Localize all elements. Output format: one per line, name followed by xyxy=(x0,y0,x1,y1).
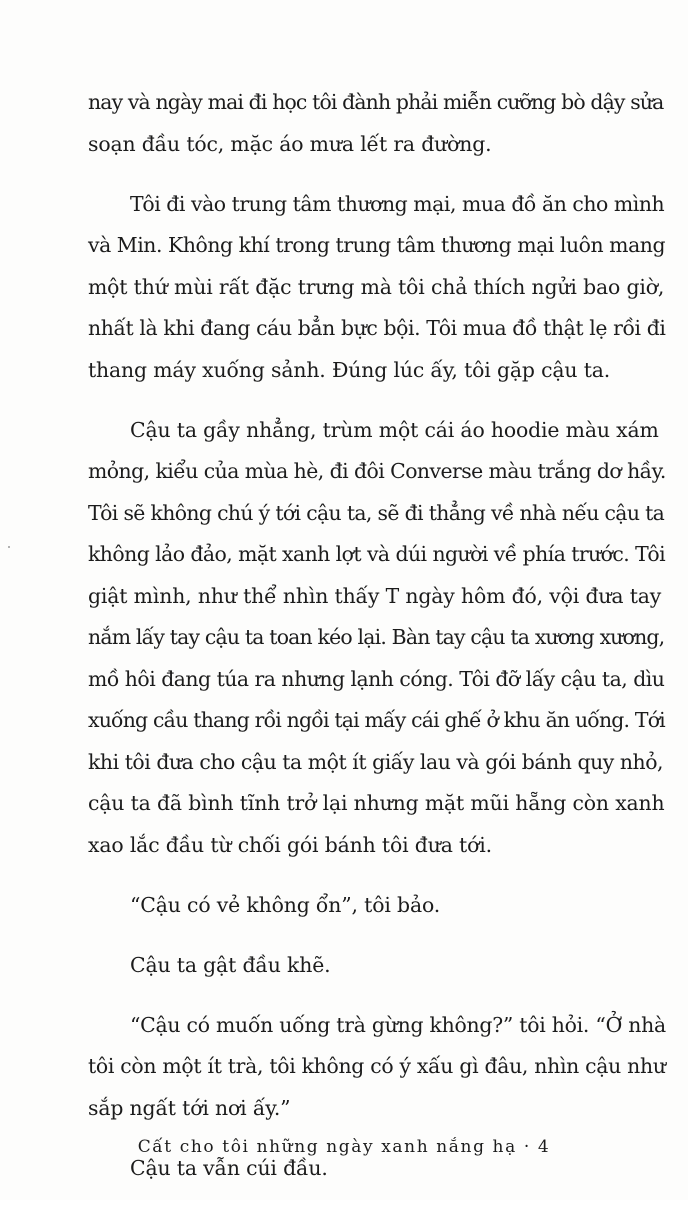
footer-separator: · xyxy=(523,1137,531,1157)
page-number: 4 xyxy=(537,1137,551,1157)
text-line: xuống cầu thang rồi ngồi tại mấy cái ghế ở khu ăn uống. Tới xyxy=(88,708,665,732)
margin-speck xyxy=(8,546,10,548)
body-text xyxy=(88,82,666,1208)
text-line: sắp ngất tới nơi ấy.” xyxy=(88,1095,291,1120)
text-line: và Min. Không khí trong trung tâm thương mại luôn mang xyxy=(88,233,666,257)
paragraph-1 xyxy=(88,82,666,165)
text-line: soạn đầu tóc, mặc áo mưa lết ra đường. xyxy=(88,131,492,156)
text-line: không lảo đảo, mặt xanh lợt và dúi người về phía trước. Tôi xyxy=(88,542,666,566)
paragraph-6 xyxy=(88,1005,666,1130)
text-line: xao lắc đầu từ chối gói bánh tôi đưa tới. xyxy=(88,832,492,857)
text-line: “Cậu có vẻ không ổn”, tôi bảo. xyxy=(130,892,441,917)
paragraph-3 xyxy=(88,410,666,867)
text-line: cậu ta đã bình tĩnh trở lại nhưng mặt mũi hẵng còn xanh xyxy=(88,791,665,815)
text-line: Cậu ta gật đầu khẽ. xyxy=(130,952,331,977)
text-line: tôi còn một ít trà, tôi không có ý xấu gì đâu, nhìn cậu như xyxy=(88,1054,666,1078)
text-line: một thứ mùi rất đặc trưng mà tôi chả thích ngửi bao giờ, xyxy=(88,274,665,299)
text-line: giật mình, như thể nhìn thấy T ngày hôm đó, vội đưa tay xyxy=(88,583,662,608)
text-line: Cậu ta vẫn cúi đầu. xyxy=(130,1155,328,1180)
text-line: mồ hôi đang túa ra nhưng lạnh cóng. Tôi đỡ lấy cậu ta, dìu xyxy=(88,666,665,691)
running-footer xyxy=(0,1137,688,1157)
text-line: khi tôi đưa cho cậu ta một ít giấy lau và gói bánh quy nhỏ, xyxy=(88,749,664,774)
text-line: Tôi đi vào trung tâm thương mại, mua đồ ăn cho mình xyxy=(130,191,665,216)
text-line: Cậu ta gầy nhẳng, trùm một cái áo hoodie màu xám xyxy=(130,417,659,442)
paragraph-2 xyxy=(88,184,666,392)
text-line: Tôi sẽ không chú ý tới cậu ta, sẽ đi thẳng về nhà nếu cậu ta xyxy=(88,500,665,525)
text-line: “Cậu có muốn uống trà gừng không?” tôi hỏi. “Ở nhà xyxy=(130,1012,666,1037)
text-line: thang máy xuống sảnh. Đúng lúc ấy, tôi gặp cậu ta. xyxy=(88,357,611,382)
text-line: nhất là khi đang cáu bẳn bực bội. Tôi mua đồ thật lẹ rồi đi xyxy=(88,316,666,340)
book-title: Cất cho tôi những ngày xanh nắng hạ xyxy=(137,1137,517,1157)
text-line: mỏng, kiểu của mùa hè, đi đôi Converse màu trắng dơ hầy. xyxy=(88,459,666,483)
text-line: nay và ngày mai đi học tôi đành phải miễn cưỡng bò dậy sửa xyxy=(88,90,664,114)
text-line: nắm lấy tay cậu ta toan kéo lại. Bàn tay cậu ta xương xương, xyxy=(88,625,665,649)
paragraph-5 xyxy=(88,945,666,987)
paragraph-4 xyxy=(88,885,666,927)
